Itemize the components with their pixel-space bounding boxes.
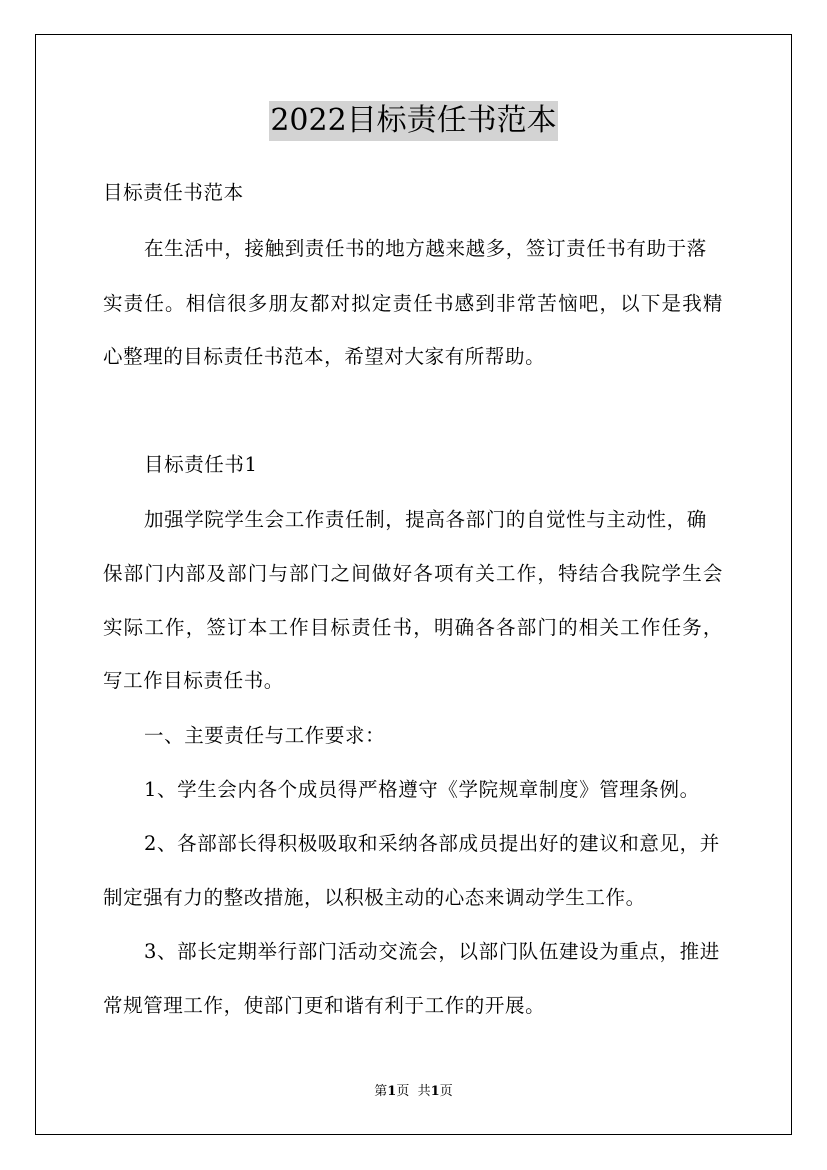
document-subtitle: 目标责任书范本 xyxy=(103,181,244,204)
paragraph-line: 加强学院学生会工作责任制，提高各部门的自觉性与主动性，确 xyxy=(144,508,707,531)
total-pages: 1 xyxy=(430,1084,440,1099)
page-number: 1 xyxy=(387,1084,397,1099)
section-heading: 目标责任书1 xyxy=(144,453,258,476)
page-label: 第 xyxy=(374,1084,388,1099)
title-container xyxy=(0,101,827,141)
paragraph-line: 实责任。相信很多朋友都对拟定责任书感到非常苦恼吧，以下是我精 xyxy=(103,292,723,315)
list-item-continuation: 常规管理工作，使部门更和谐有利于工作的开展。 xyxy=(103,994,546,1017)
list-item: 3、部长定期举行部门活动交流会，以部门队伍建设为重点，推进 xyxy=(144,940,720,963)
total-label: 共 xyxy=(417,1084,431,1099)
list-item-continuation: 制定强有力的整改措施，以积极主动的心态来调动学生工作。 xyxy=(103,886,646,909)
subsection-heading: 一、主要责任与工作要求： xyxy=(144,724,386,747)
page-unit: 页 xyxy=(396,1084,410,1099)
page-footer xyxy=(0,1083,827,1101)
list-item: 1、学生会内各个成员得严格遵守《学院规章制度》管理条例。 xyxy=(144,778,700,801)
paragraph-line: 在生活中，接触到责任书的地方越来越多，签订责任书有助于落 xyxy=(144,237,707,260)
paragraph-line: 保部门内部及部门与部门之间做好各项有关工作，特结合我院学生会 xyxy=(103,562,723,585)
paragraph-line: 心整理的目标责任书范本，希望对大家有所帮助。 xyxy=(103,345,546,368)
paragraph-line: 写工作目标责任书。 xyxy=(103,669,284,692)
list-item: 2、各部部长得积极吸取和采纳各部成员提出好的建议和意见，并 xyxy=(144,832,720,855)
total-unit: 页 xyxy=(439,1084,453,1099)
document-title: 2022目标责任书范本 xyxy=(269,101,557,141)
paragraph-line: 实际工作，签订本工作目标责任书，明确各各部门的相关工作任务， xyxy=(103,616,723,639)
